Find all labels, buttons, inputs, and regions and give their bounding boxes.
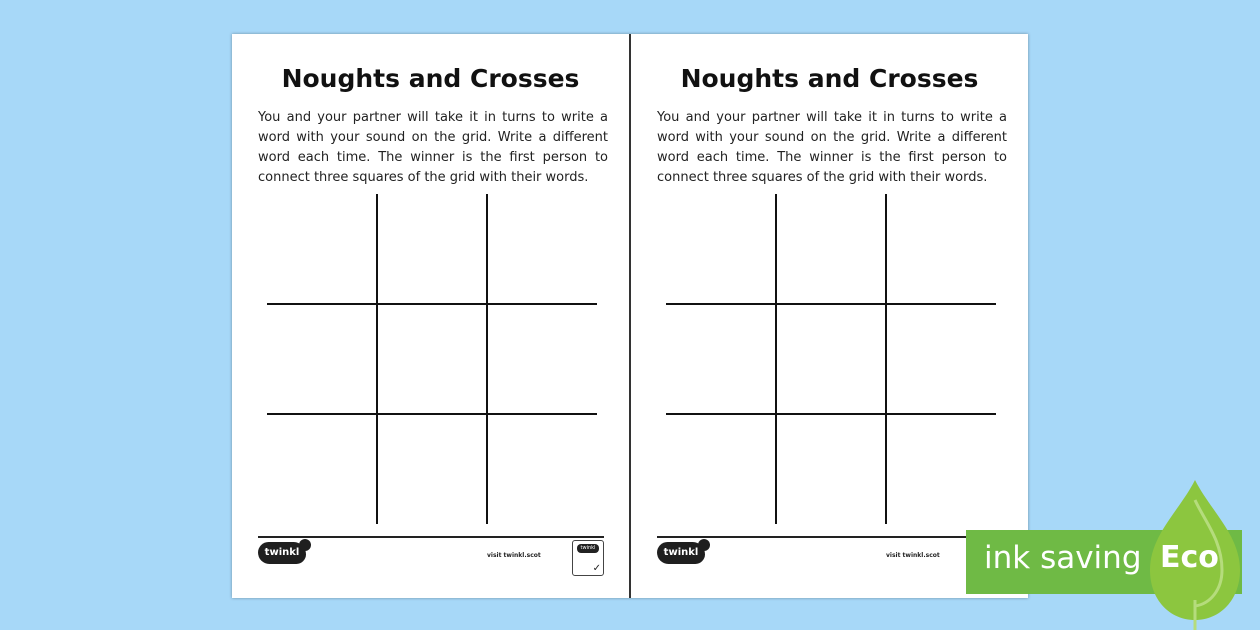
quality-badge-icon — [572, 540, 604, 576]
checkmark-icon: ✓ — [592, 563, 601, 574]
footer-divider — [657, 536, 1003, 538]
eco-badge-label: Eco — [1160, 540, 1219, 575]
page-title: Noughts and Crosses — [281, 64, 580, 93]
visit-link-text: visit twinkl.scot — [886, 552, 940, 559]
worksheet-sheet — [232, 34, 1028, 598]
instructions-text: You and your partner will take it in turns to write a word with your sound on the grid. Write a different word each time. The winner is the first person to connect three squares of the grid with their words. — [657, 110, 1007, 185]
grid-line-vertical — [885, 194, 887, 524]
worksheet-page-right — [631, 34, 1028, 598]
grid-line-horizontal — [267, 303, 597, 305]
instructions-text: You and your partner will take it in turns to write a word with your sound on the grid. Write a different word each time. The winner is the first person to connect three squares of the grid with their words. — [258, 110, 608, 185]
ink-saving-label: ink saving — [984, 540, 1142, 576]
grid-line-vertical — [775, 194, 777, 524]
noughts-crosses-grid — [267, 194, 597, 524]
grid-line-horizontal — [666, 303, 996, 305]
grid-line-horizontal — [666, 413, 996, 415]
worksheet-page-left — [232, 34, 629, 598]
visit-link-text: visit twinkl.scot — [487, 552, 541, 559]
grid-line-vertical — [376, 194, 378, 524]
noughts-crosses-grid — [666, 194, 996, 524]
grid-line-vertical — [486, 194, 488, 524]
grid-line-horizontal — [267, 413, 597, 415]
page-title: Noughts and Crosses — [680, 64, 979, 93]
twinkl-logo: twinkl — [258, 542, 306, 564]
footer-divider — [258, 536, 604, 538]
badge-logo: twinkl — [577, 544, 599, 553]
twinkl-logo: twinkl — [657, 542, 705, 564]
